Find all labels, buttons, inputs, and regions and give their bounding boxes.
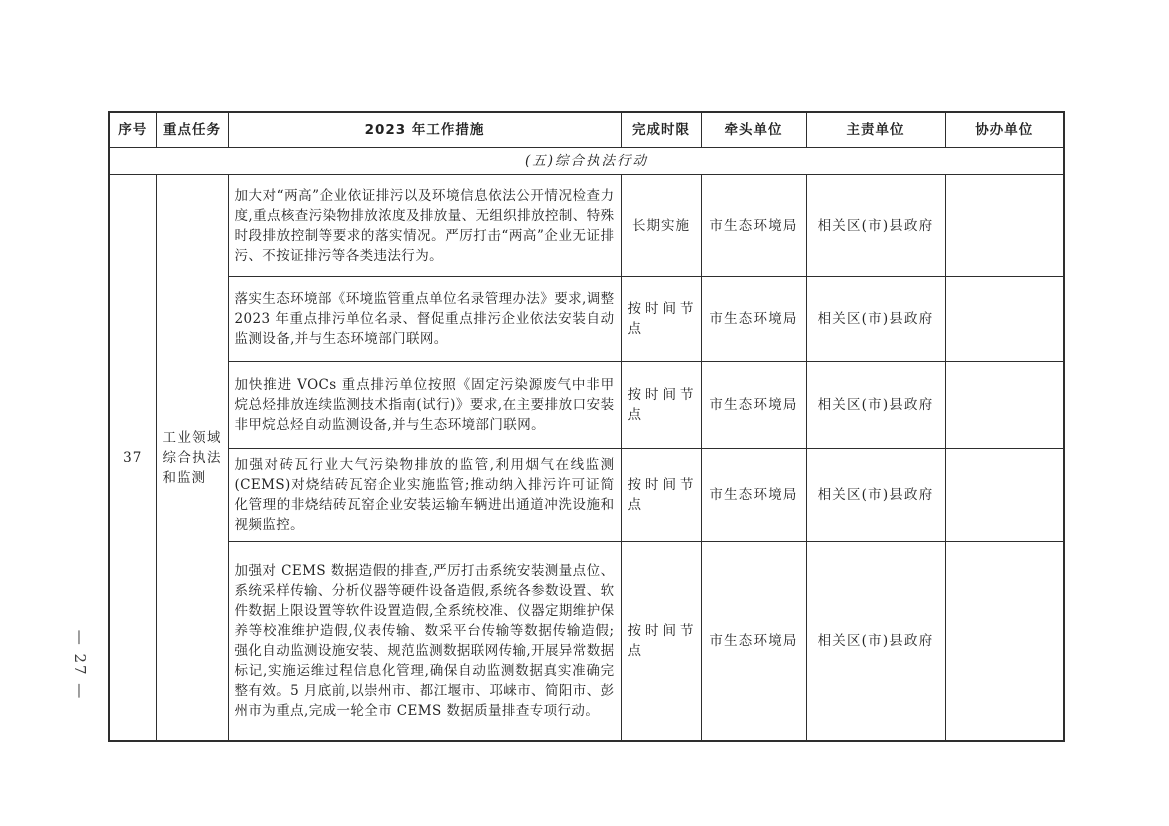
measure-cell: 落实生态环境部《环境监管重点单位名录管理办法》要求,调整 2023 年重点排污单位名录、督促重点排污企业依法安装自动监测设备,并与生态环境部门联网。 [228, 277, 621, 362]
table-row [109, 362, 1064, 449]
responsible-unit-cell: 相关区(市)县政府 [806, 362, 945, 449]
table-row [109, 277, 1064, 362]
assist-unit-cell [945, 542, 1064, 742]
deadline-cell: 按时间节点 [621, 362, 701, 449]
measure-cell: 加强对 CEMS 数据造假的排查,严厉打击系统安装测量点位、系统采样传输、分析仪器等硬件设备造假,系统各参数设置、软件数据上限设置等软件设置造假,全系统校准、仪器定期维护保养等校准维护造假,仪表传输、数采平台传输等数据传输造假;强化自动监测设施安装、规范监测数据联网传输,开展异常数据标记,实施运维过程信息化管理,确保自动监测数据真实准确完整有效。5 月底前,以崇州市、都江堰市、邛崃市、简阳市、彭州市为重点,完成一轮全市 CEMS 数据质量排查专项行动。 [228, 542, 621, 742]
responsible-unit-cell: 相关区(市)县政府 [806, 449, 945, 542]
lead-unit-cell: 市生态环境局 [701, 542, 806, 742]
assist-unit-cell [945, 175, 1064, 277]
assist-unit-cell [945, 449, 1064, 542]
lead-unit-cell: 市生态环境局 [701, 449, 806, 542]
header-lead-unit: 牵头单位 [701, 112, 806, 148]
responsible-unit-cell: 相关区(市)县政府 [806, 277, 945, 362]
deadline-cell: 按时间节点 [621, 449, 701, 542]
table-row [109, 175, 1064, 277]
header-assist-unit: 协办单位 [945, 112, 1064, 148]
table-row [109, 542, 1064, 742]
deadline-cell: 长期实施 [621, 175, 701, 277]
key-task-cell: 工业领域综合执法和监测 [156, 175, 228, 742]
serial-cell: 37 [109, 175, 156, 742]
work-plan-table [108, 111, 1065, 742]
header-serial: 序号 [109, 112, 156, 148]
header-deadline: 完成时限 [621, 112, 701, 148]
lead-unit-cell: 市生态环境局 [701, 362, 806, 449]
responsible-unit-cell: 相关区(市)县政府 [806, 175, 945, 277]
measure-cell: 加强对砖瓦行业大气污染物排放的监管,利用烟气在线监测(CEMS)对烧结砖瓦窑企业实施监管;推动纳入排污许可证简化管理的非烧结砖瓦窑企业安装运输车辆进出通道冲洗设施和视频监控。 [228, 449, 621, 542]
section-row [109, 148, 1064, 175]
page-number: — 27 — [71, 629, 89, 701]
responsible-unit-cell: 相关区(市)县政府 [806, 542, 945, 742]
deadline-cell: 按时间节点 [621, 277, 701, 362]
lead-unit-cell: 市生态环境局 [701, 277, 806, 362]
header-measures: 2023 年工作措施 [228, 112, 621, 148]
assist-unit-cell [945, 362, 1064, 449]
lead-unit-cell: 市生态环境局 [701, 175, 806, 277]
measure-cell: 加大对“两高”企业依证排污以及环境信息依法公开情况检查力度,重点核查污染物排放浓度及排放量、无组织排放控制、特殊时段排放控制等要求的落实情况。严厉打击“两高”企业无证排污、不按证排污等各类违法行为。 [228, 175, 621, 277]
section-title: (五)综合执法行动 [109, 148, 1064, 175]
deadline-cell: 按时间节点 [621, 542, 701, 742]
header-key-task: 重点任务 [156, 112, 228, 148]
measure-cell: 加快推进 VOCs 重点排污单位按照《固定污染源废气中非甲烷总烃排放连续监测技术指南(试行)》要求,在主要排放口安装非甲烷总烃自动监测设备,并与生态环境部门联网。 [228, 362, 621, 449]
table-row [109, 449, 1064, 542]
assist-unit-cell [945, 277, 1064, 362]
header-row [109, 112, 1064, 148]
header-responsible-unit: 主责单位 [806, 112, 945, 148]
